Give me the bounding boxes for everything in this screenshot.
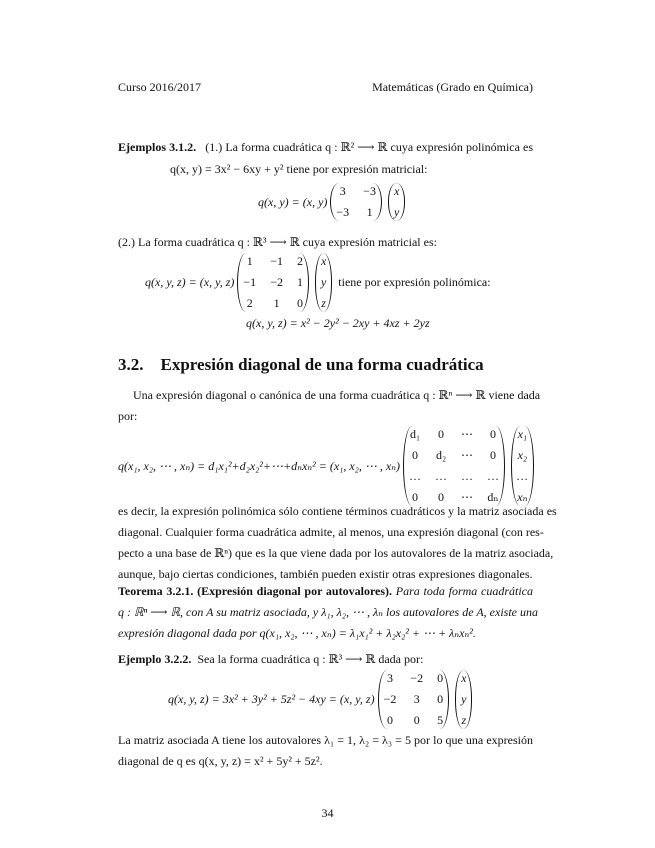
matrix-entry: xₙ	[517, 490, 528, 504]
running-header-left: Curso 2016/2017	[118, 80, 202, 94]
matrix	[378, 670, 450, 729]
matrix-entry: 0	[490, 448, 497, 462]
matrix-entry: −1	[270, 254, 283, 268]
matrix-entry: x₁	[517, 427, 528, 441]
matrix-entry: −2	[410, 671, 424, 685]
teorema-line1: Teorema 3.2.1. (Expresión diagonal por autovalores). Para toda forma cuadrática	[118, 584, 534, 598]
matrix-entry: d₂	[435, 448, 447, 462]
vector	[388, 183, 405, 221]
matrix-entry: 0	[296, 296, 303, 310]
ejemplo-equation: q(x, y, z) = 3x² + 3y² + 5z² − 4xy = (x, y, z) 3 −2 0 −2 3 0 0 0 5 x y z	[168, 670, 475, 729]
matrix-entry: dₙ	[487, 490, 499, 504]
matrix	[330, 183, 382, 221]
matrix-entry: z	[321, 296, 326, 310]
matrix-entry: −3	[336, 205, 350, 219]
page-number: 34	[321, 806, 334, 820]
matrix-entry: 3	[386, 671, 393, 685]
vector	[315, 253, 332, 312]
matrix-entry: 1	[366, 205, 373, 219]
matrix-entry: y	[320, 275, 327, 289]
running-header-right: Matemáticas (Grado en Química)	[372, 80, 533, 94]
matrix-entry: …	[487, 469, 500, 483]
vector	[455, 670, 472, 729]
matrix-entry: −2	[270, 275, 283, 289]
matrix-entry: 0	[413, 713, 420, 727]
teorema-line3: expresión diagonal dada por q(x₁, x₂, ⋯ , xₙ) = λ₁x₁² + λ₂x₂² + ⋯ + λₙxₙ².	[118, 626, 476, 640]
matrix-entry: 1	[273, 296, 280, 310]
matrix-entry: y	[393, 205, 400, 219]
intro-line1: Una expresión diagonal o canónica de una forma cuadrática q : ℝⁿ ⟶ ℝ viene dada	[133, 388, 541, 402]
matrix-entry: 0	[386, 713, 393, 727]
matrix-entry: 3	[413, 692, 420, 706]
ejemplos-line3: (2.) La forma cuadrática q : ℝ³ ⟶ ℝ cuya expresión matricial es:	[118, 235, 437, 249]
matrix-entry: 5	[437, 713, 444, 727]
ejemplo-line1: Ejemplo 3.2.2. Sea la forma cuadrática q : ℝ³ ⟶ ℝ dada por:	[118, 652, 424, 666]
ejemplos-line2: q(x, y) = 3x² − 6xy + y² tiene por expresión matricial:	[170, 162, 428, 176]
matrix-entry: −2	[383, 692, 397, 706]
equation-2: q(x, y, z) = (x, y, z) 1 −1 2 −1 −2 1 2 1 0 x y z tiene por expresión polinómica:	[145, 254, 491, 310]
matrix-entry: x	[461, 671, 467, 685]
matrix-entry: 0	[438, 427, 445, 441]
ejemplo-line2: La matriz asociada A tiene los autovalores λ₁ = 1, λ₂ = λ₃ = 5 por lo que una expresión	[118, 733, 533, 747]
ejemplos-line1: Ejemplos 3.1.2. (1.) La forma cuadrática q : ℝ² ⟶ ℝ cuya expresión polinómica es	[118, 140, 534, 154]
matrix-entry: 0	[437, 692, 444, 706]
matrix-entry: ⋯	[461, 427, 474, 441]
section-heading: 3.2. Expresión diagonal de una forma cuadrática	[118, 355, 484, 374]
intro-para-2: diagonal. Cualquier forma cuadrática admite, al menos, una expresión diagonal (con res-	[118, 525, 544, 539]
matrix-entry: 0	[437, 671, 444, 685]
matrix-entry: 0	[412, 448, 419, 462]
matrix-entry: ⋯	[461, 490, 474, 504]
ejemplos-label: Ejemplos 3.1.2.	[118, 140, 197, 154]
intro-para-3: pecto a una base de ℝⁿ) que es la que viene dada por los autovalores de la matriz asociada,	[118, 546, 554, 560]
matrix-entry: −3	[363, 184, 376, 198]
matrix-entry: x	[320, 254, 327, 268]
intro-line2: por:	[118, 409, 138, 423]
teorema-line2: q : ℝⁿ ⟶ ℝ, con A su matriz asociada, y λ₁, λ₂, ⋯ , λₙ los autovalores de A, existe una	[118, 605, 538, 619]
equation-3: q(x, y, z) = x² − 2y² − 2xy + 4xz + 2yz	[246, 316, 430, 330]
matrix-entry: z	[461, 713, 467, 727]
matrix-entry: …	[409, 469, 422, 483]
vector	[511, 426, 534, 506]
matrix-entry: 0	[438, 490, 445, 504]
matrix-entry: d₁	[409, 427, 421, 441]
diagonal-equation: q(x₁, x₂, ⋯ , xₙ) = d₁x₁²+d₂x₂²+⋯+dₙxₙ² = (x₁, x₂, ⋯ , xₙ) d₁ 0 ⋯ 0 0 d₂ ⋯ 0 … … … … 0 0 ⋯ dₙ x₁ x₂ … xₙ	[118, 426, 537, 506]
matrix-entry: 0	[490, 427, 497, 441]
matrix-entry: 1	[296, 275, 303, 289]
matrix-entry: x₂	[517, 448, 528, 462]
matrix-entry: …	[435, 469, 448, 483]
matrix	[403, 426, 505, 506]
matrix-entry: 3	[339, 184, 346, 198]
matrix-entry: ⋯	[461, 448, 474, 462]
matrix-entry: …	[517, 469, 528, 483]
ejemplo-line3: diagonal de q es q(x, y, z) = x² + 5y² + 5z².	[118, 754, 323, 768]
intro-para-1: es decir, la expresión polinómica sólo contiene términos cuadráticos y la matriz asociada es	[118, 504, 557, 518]
matrix-entry: x	[393, 184, 400, 198]
matrix	[237, 253, 309, 312]
matrix-entry: 2	[296, 254, 303, 268]
matrix-entry: −1	[243, 275, 257, 289]
matrix-entry: 2	[246, 296, 253, 310]
matrix-entry: …	[461, 469, 474, 483]
intro-para-4: aunque, bajo ciertas condiciones, también pueden existir otras expresiones diagonales.	[118, 567, 533, 581]
matrix-entry: y	[461, 692, 467, 706]
matrix-entry: 0	[412, 490, 419, 504]
equation-1: q(x, y) = (x, y) 3 −3 −3 1 x y	[258, 183, 408, 221]
matrix-entry: 1	[246, 254, 253, 268]
